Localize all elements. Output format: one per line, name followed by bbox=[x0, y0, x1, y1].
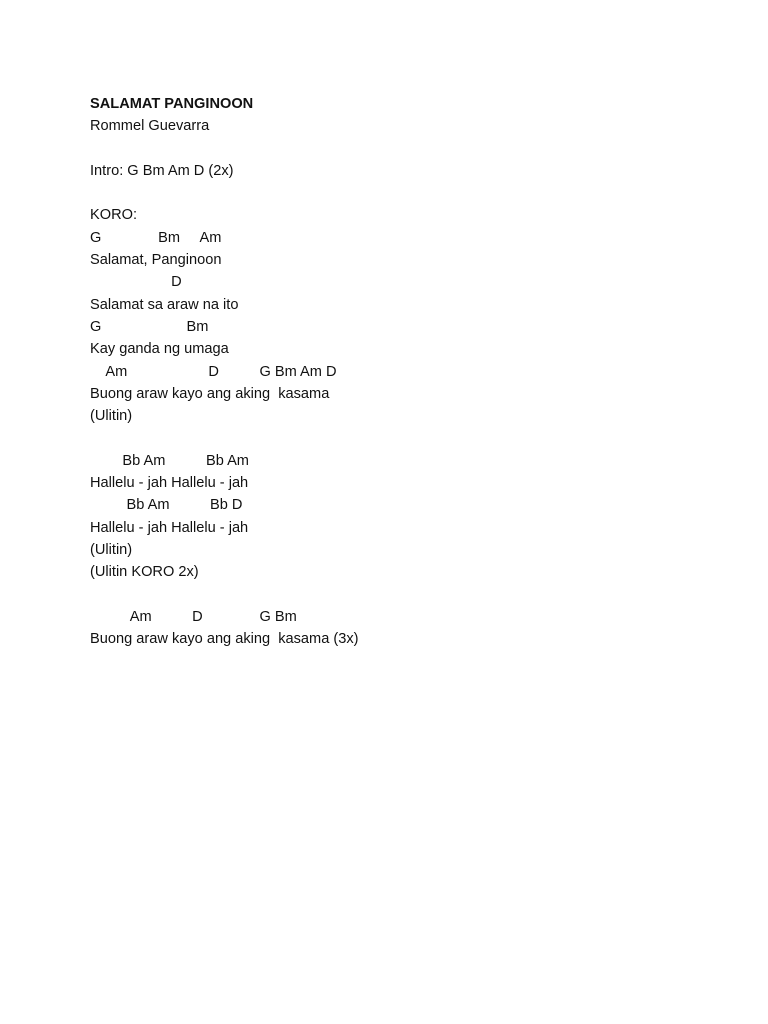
chord-line: Bb Am Bb Am bbox=[90, 452, 249, 469]
chord-line: G Bm bbox=[90, 318, 209, 335]
repeat-note: (Ulitin) bbox=[90, 408, 133, 425]
chord-line: Bb Am Bb D bbox=[90, 497, 243, 514]
document-page bbox=[90, 93, 730, 650]
repeat-note: (Ulitin) bbox=[90, 541, 133, 558]
lyric-line: Hallelu - jah Hallelu - jah bbox=[90, 519, 249, 536]
chord-line: D bbox=[90, 274, 182, 291]
lyric-line: Hallelu - jah Hallelu - jah bbox=[90, 475, 249, 492]
lyric-line: Kay ganda ng umaga bbox=[90, 341, 229, 358]
repeat-note: (Ulitin KORO 2x) bbox=[90, 564, 199, 581]
blank-line bbox=[90, 584, 730, 606]
lyric-line: Salamat, Panginoon bbox=[90, 252, 222, 269]
intro-line: Intro: G Bm Am D (2x) bbox=[90, 162, 234, 179]
song-artist: Rommel Guevarra bbox=[90, 118, 210, 135]
chord-line: G Bm Am bbox=[90, 229, 222, 246]
blank-line bbox=[90, 427, 730, 449]
blank-line bbox=[90, 182, 730, 204]
lyric-line: Buong araw kayo ang aking kasama (3x) bbox=[90, 631, 359, 648]
section-label-koro: KORO: bbox=[90, 207, 138, 224]
chord-line: Am D G Bm Am D bbox=[90, 363, 337, 380]
lyric-line: Salamat sa araw na ito bbox=[90, 296, 239, 313]
blank-line bbox=[90, 138, 730, 160]
lyric-line: Buong araw kayo ang aking kasama bbox=[90, 385, 330, 402]
chord-line: Am D G Bm bbox=[90, 608, 297, 625]
song-title: SALAMAT PANGINOON bbox=[90, 96, 254, 112]
